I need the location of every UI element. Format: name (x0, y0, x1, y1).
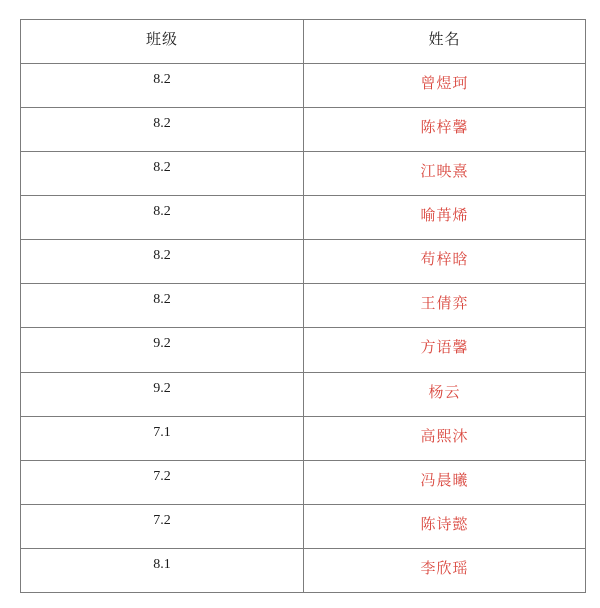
student-name-cell: 喻苒烯 (304, 196, 586, 240)
class-cell: 8.1 (21, 548, 304, 592)
table-row (21, 240, 586, 284)
table-row (21, 196, 586, 240)
class-cell: 8.2 (21, 284, 304, 328)
column-header-class: 班级 (21, 20, 304, 64)
student-name-cell: 陈梓馨 (304, 108, 586, 152)
table-row (21, 416, 586, 460)
table-row (21, 372, 586, 416)
table-row (21, 328, 586, 372)
student-name-cell: 李欣瑶 (304, 548, 586, 592)
student-name-cell: 方语馨 (304, 328, 586, 372)
table-row (21, 504, 586, 548)
header-row (21, 20, 586, 64)
class-cell: 9.2 (21, 372, 304, 416)
class-cell: 8.2 (21, 108, 304, 152)
student-name-cell: 高熙沐 (304, 416, 586, 460)
student-name-cell: 苟梓晗 (304, 240, 586, 284)
class-cell: 8.2 (21, 64, 304, 108)
student-name-cell: 江映熹 (304, 152, 586, 196)
student-name-cell: 冯晨曦 (304, 460, 586, 504)
class-cell: 7.2 (21, 504, 304, 548)
class-cell: 9.2 (21, 328, 304, 372)
student-name-cell: 王倩弈 (304, 284, 586, 328)
table-row (21, 548, 586, 592)
table-row (21, 284, 586, 328)
roster-table (20, 19, 586, 593)
table-row (21, 108, 586, 152)
table-row (21, 64, 586, 108)
class-cell: 8.2 (21, 196, 304, 240)
student-name-cell: 杨云 (304, 372, 586, 416)
table-row (21, 152, 586, 196)
student-name-cell: 曾煜珂 (304, 64, 586, 108)
class-cell: 8.2 (21, 152, 304, 196)
class-cell: 7.2 (21, 460, 304, 504)
class-cell: 7.1 (21, 416, 304, 460)
class-cell: 8.2 (21, 240, 304, 284)
table-row (21, 460, 586, 504)
student-name-cell: 陈诗懿 (304, 504, 586, 548)
roster-table-body (21, 64, 586, 593)
column-header-name: 姓名 (304, 20, 586, 64)
